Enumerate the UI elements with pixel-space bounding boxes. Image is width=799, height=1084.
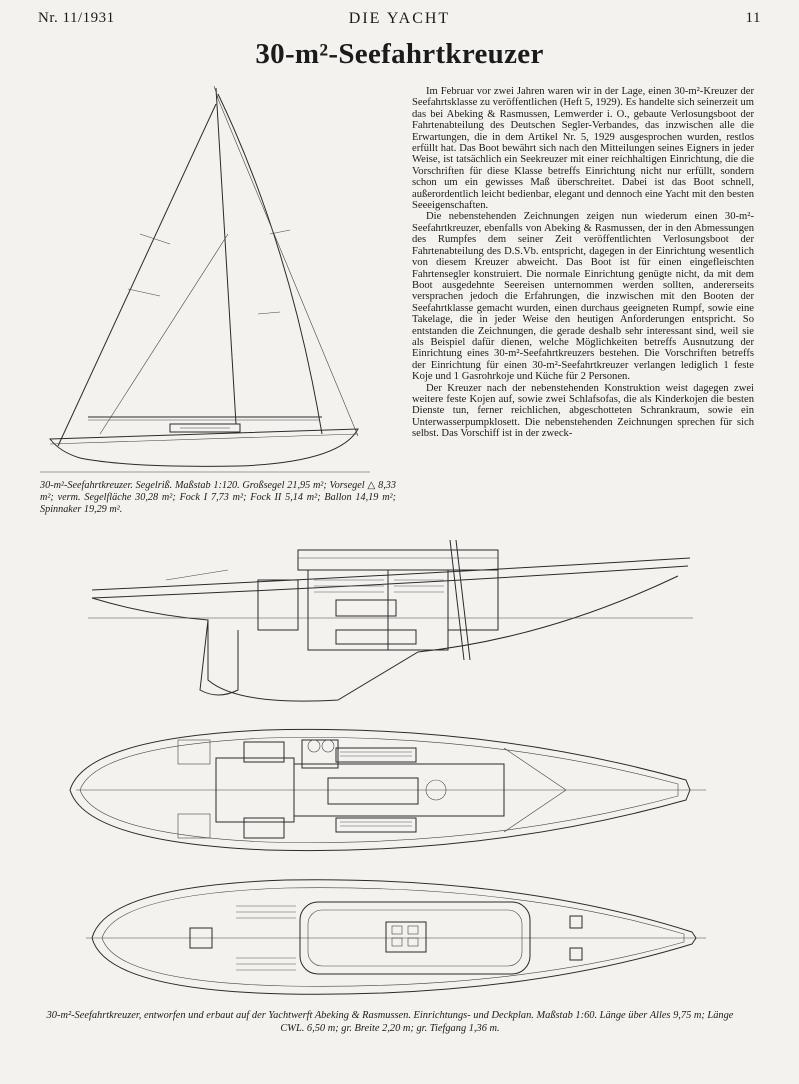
sail-plan-caption: 30-m²-Seefahrtkreuzer. Segelriß. Maßstab 1:120. Großsegel 21,95 m²; Vorsegel △ 8,33 m²; verm. Segelfläche 30,28 m²; Fock I 7,73 m²; Fock II 5,14 m²; Ballon 14,19 m²; Spinnaker 19,29 m². bbox=[40, 480, 396, 515]
page-number: 11 bbox=[745, 10, 761, 26]
article-paragraph: Im Februar vor zwei Jahren waren wir in der Lage, einen 30-m²-Kreuzer der Seefahrtsklasse zu veröffentlichen (Heft 5, 1929). Es handelte sich seinerzeit um das bei Abeking & Rasmussen, Lemwerder i. O., gebaute Verlosungsboot der Fahrtenabteilung des Deutschen Segler-Verbandes, das inzwischen alle die Erwartungen, die in dem Artikel Nr. 5, 1929 ausgesprochen wurden, restlos erfüllt hat. Das Boot bewährt sich nach den Mitteilungen seines Eigners in jeder Weise, ist tatsächlich ein Seekreuzer mit einer reichhaltigen Einrichtung, die die Vorschriften für diese Klasse betreffs Einrichtung nicht nur erfüllt, sondern schon um ein gewisses Maß überschreitet. Dabei ist das Boot schnell, außerordentlich leicht bedienbar, elegant und dennoch eine Yacht mit den besten Seeeigenschaften. bbox=[412, 86, 754, 212]
issue-number: Nr. 11/1931 bbox=[38, 10, 115, 26]
plans-caption: 30-m²-Seefahrtkreuzer, entworfen und erbaut auf der Yachtwerft Abeking & Rasmussen. Einrichtungs- und Deckplan. Maßstab 1:60. Länge über Alles 9,75 m; Länge CWL. 6,50 m; gr. Breite 2,20 m; gr. Tiefgang 1,36 m. bbox=[46, 1010, 734, 1034]
profile-section-drawing bbox=[88, 540, 698, 710]
sail-plan-drawing bbox=[40, 84, 380, 479]
article-title: 30-m²-Seefahrtkreuzer bbox=[255, 38, 544, 70]
article-paragraph: Die nebenstehenden Zeichnungen zeigen nun wiederum einen 30-m²-Seefahrtkreuzer, ebenfalls von Abeking & Rasmussen, der in den Abmessungen des Rumpfes dem seiner Zeit veröffentlichten Verlosungsboot der Fahrtenabteilung des D.S.Vb. entspricht, dagegen in der Einrichtung wesentlich von diesem Kreuzer abweicht. Das Boot ist für einen eingefleischten Fahrtensegler konstruiert. Die normale Einrichtung genügte nicht, da mit dem Boot ausgedehnte Seereisen unternommen werden sollten, andererseits versprachen jedoch die Erfahrungen, die inzwischen mit den Booten der Seefahrtklasse gemacht wurden, einen durchaus geeigneten Rumpf, sowie eine Takelage, die in jeder Weise den heutigen Anforderungen entspricht. So entstanden die Zeichnungen, die gerade deshalb sehr interessant sind, weil sie als Beispiel dafür dienen, welche Möglichkeiten betreffs Ausnutzung der Einrichtung eines 30-m²-Seefahrtkreuzers bestehen. Die Vorschriften betreffs der Einrichtung für einen 30-m²-Seefahrtkreuzer verlangen lediglich 1 feste Koje und 1 Gasrohrkoje und Küche für 2 Personen. bbox=[412, 211, 754, 383]
accommodation-plan-drawing bbox=[66, 718, 706, 863]
article-paragraph: Der Kreuzer nach der nebenstehenden Konstruktion weist dagegen zwei weitere feste Kojen auf, sowie zwei Schlafsofas, die als Kinderkojen die besten Dienste tun, ferner reichlichen, abgeschotteten Schrankraum, sowie ein Unterwasserpumpklosett. Die nebenstehenden Zeichnungen sprechen für sich selbst. Das Vorschiff ist in der zweck- bbox=[412, 382, 754, 440]
deck-plan-drawing bbox=[86, 872, 706, 1002]
magazine-title: DIE YACHT bbox=[348, 10, 451, 27]
article-text-column bbox=[412, 86, 754, 440]
